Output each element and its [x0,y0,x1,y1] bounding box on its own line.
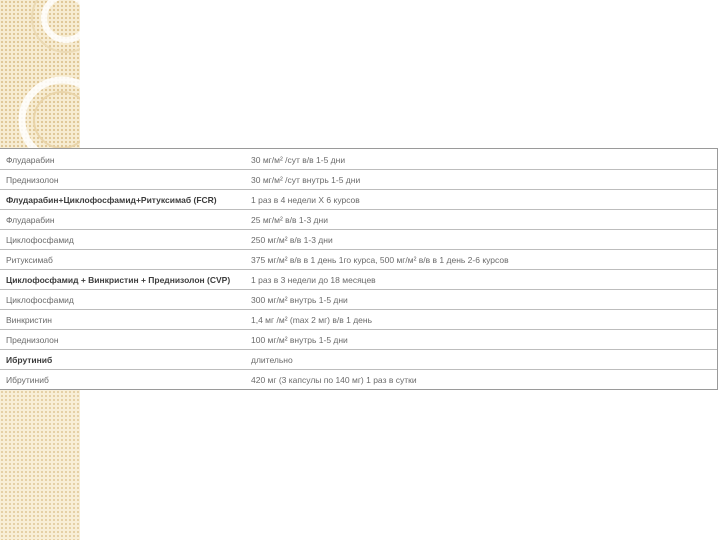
table-row [0,150,717,170]
drug-name-cell: Циклофосфамид [6,235,74,245]
drug-name-cell: Преднизолон [6,335,59,345]
dosage-table [0,148,718,390]
dosage-cell: 420 мг (3 капсулы по 140 мг) 1 раз в сутки [251,375,417,385]
drug-name-cell: Ибрутиниб [6,375,49,385]
dosage-cell: 300 мг/м² внутрь 1-5 дни [251,295,348,305]
dosage-cell: 1 раз в 3 недели до 18 месяцев [251,275,376,285]
table-row [0,290,717,310]
table-row [0,210,717,230]
drug-name-cell: Винкристин [6,315,52,325]
table-group-row [0,190,717,210]
drug-name-cell: Флударабин [6,155,55,165]
drug-name-cell: Циклофосфамид + Винкристин + Преднизолон (CVP) [6,275,231,285]
table-group-row [0,270,717,290]
table-row [0,250,717,270]
decorative-circles-ornament [0,0,80,148]
dosage-cell: 250 мг/м² в/в 1-3 дни [251,235,333,245]
dosage-cell: 375 мг/м² в/в в 1 день 1го курса, 500 мг/м² в/в в 1 день 2-6 курсов [251,255,509,265]
drug-name-cell: Флударабин+Циклофосфамид+Ритуксимаб (FCR) [6,195,217,205]
drug-name-cell: Флударабин [6,215,55,225]
dosage-cell: 1,4 мг /м² (max 2 мг) в/в 1 день [251,315,373,325]
table-row [0,330,717,350]
drug-name-cell: Ибрутиниб [6,355,53,365]
decorative-bottom-pattern [0,390,80,540]
dosage-cell: 30 мг/м² /сут в/в 1-5 дни [251,155,346,165]
table-group-row [0,350,717,370]
dosage-cell: 100 мг/м² внутрь 1-5 дни [251,335,348,345]
table-row [0,370,717,390]
dosage-cell: длительно [251,355,293,365]
drug-name-cell: Ритуксимаб [6,255,53,265]
dosage-cell: 1 раз в 4 недели Х 6 курсов [251,195,360,205]
dosage-cell: 25 мг/м² в/в 1-3 дни [251,215,328,225]
table-row [0,310,717,330]
drug-name-cell: Циклофосфамид [6,295,74,305]
drug-name-cell: Преднизолон [6,175,59,185]
dosage-cell: 30 мг/м² /сут внутрь 1-5 дни [251,175,361,185]
table-row [0,170,717,190]
table-row [0,230,717,250]
